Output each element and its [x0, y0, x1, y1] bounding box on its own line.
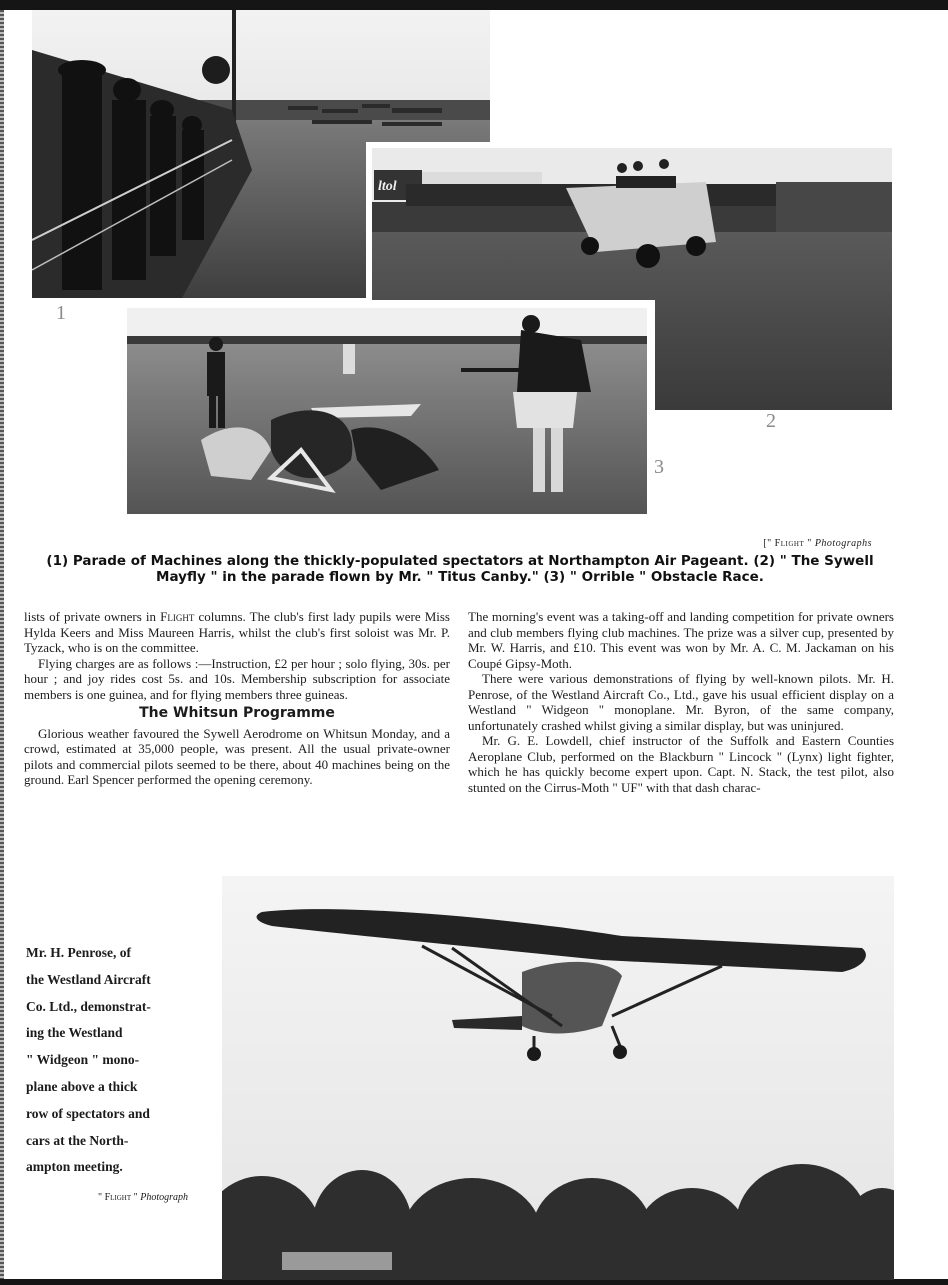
right-paragraph-2: There were various demonstrations of flying by well-known pilots. Mr. H. Penrose, of the Westland Aircraft Co., Ltd., gave his usual efficient display on a Westland " Widgeon " monoplane. Mr. Byron, of the same company, unfortunately crashed whilst giving a similar display, but was uninjured. [468, 671, 894, 733]
side-caption-line: cars at the North- [26, 1132, 129, 1148]
plate-number-2: 2 [766, 410, 776, 432]
mayfly-sign-text: ltol [378, 179, 397, 194]
side-caption-line: Co. Ltd., demonstrat- [26, 998, 151, 1014]
side-caption-line: ampton meeting. [26, 1159, 123, 1175]
right-column [468, 609, 894, 795]
section-heading: The Whitsun Programme [139, 705, 335, 721]
photo-obstacle-race [121, 300, 655, 518]
left-p1-start: lists of private owners in [24, 609, 161, 624]
side-credit-brand: " Flight " [98, 1192, 138, 1203]
left-paragraph-1 [24, 609, 450, 656]
side-caption-line: Mr. H. Penrose, of [26, 945, 131, 960]
credit-brand: [" Flight " [763, 538, 812, 549]
plate-number-3: 3 [654, 456, 664, 478]
credit-photographs: Photographs [814, 538, 872, 549]
photo-westland-widgeon [222, 876, 894, 1280]
right-paragraph-3: Mr. G. E. Lowdell, chief instructor of the Suffolk and Eastern Counties Aeroplane Club, performed on the Blackburn " Lincock " (Lynx) light fighter, which he has quickly become expert upon. Capt. N. Stack, the test pilot, also stunted on the Cirrus-Moth " UF" with that dash charac- [468, 733, 894, 795]
right-paragraph-1: The morning's event was a taking-off and landing competition for private owners and club members flying club machines. The prize was a silver cup, presented by Mr. W. Harris, and £10. This event was won by Mr. A. C. M. Jackaman on his Coupé Gipsy-Moth. [468, 609, 894, 671]
left-paragraph-2: Flying charges are as follows :—Instruction, £2 per hour ; solo flying, 30s. per hour ; and joy rides cost 5s. and 10s. Membership subscription for associate members is one guinea, and for flying members three guineas. [24, 655, 450, 702]
page-top-border [0, 0, 948, 10]
photo-caption [22, 553, 898, 585]
flight-name: Flight [160, 609, 195, 624]
caption-line-2: Mayfly " in the parade flown by Mr. " Titus Canby." (3) " Orrible " Obstacle Race. [156, 569, 764, 585]
caption-line-1: (1) Parade of Machines along the thickly-populated spectators at Northampton Air Pageant. (2) " The Sywell [46, 553, 874, 569]
left-p1-end: columns. The club's first lady pupils were Miss Hylda Keers and Miss Maureen Harris, whilst the club's first soloist was Mr. P. Tyzack, who is on the committee. [24, 609, 450, 655]
side-caption-line: plane above a thick [26, 1078, 138, 1094]
plate-number-1: 1 [56, 302, 66, 324]
side-caption-line: row of spectators and [26, 1105, 150, 1121]
side-credit-photograph: Photograph [140, 1192, 188, 1203]
left-column [24, 609, 450, 788]
side-caption-line: ing the Westland [26, 1025, 123, 1041]
side-caption [26, 940, 186, 1181]
side-caption-line: " Widgeon " mono- [26, 1052, 140, 1068]
photo-credit-top [700, 538, 872, 549]
side-photo-credit [60, 1192, 188, 1203]
left-paragraph-3: Glorious weather favoured the Sywell Aerodrome on Whitsun Monday, and a crowd, estimated at 35,000 people, was present. All the usual private-owner pilots and commercial pilots seemed to be there, about 40 machines being on the ground. Earl Spencer performed the opening ceremony. [24, 725, 450, 787]
side-caption-line: the Westland Aircraft [26, 971, 151, 987]
page-binding-edge [0, 10, 4, 1280]
